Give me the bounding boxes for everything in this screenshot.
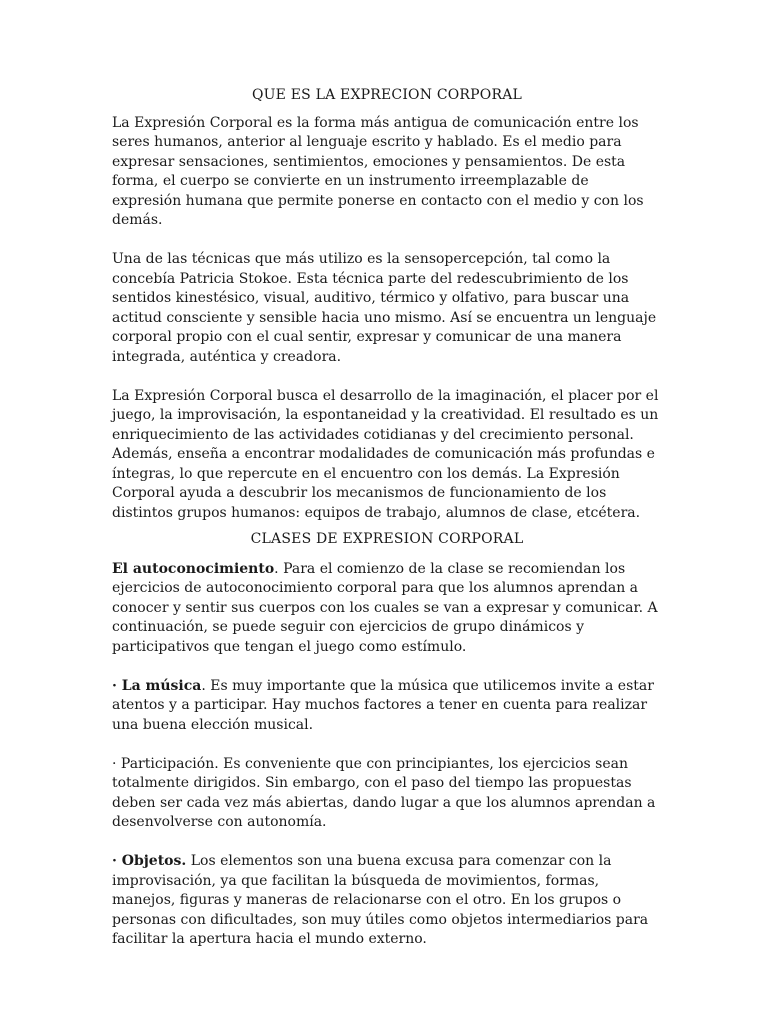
section-objetos — [112, 852, 662, 950]
section-autoconocimiento — [112, 560, 662, 658]
intro-paragraph-1: La Expresión Corporal es la forma más antigua de comunicación entre los seres humanos, anterior al lenguaje escrito y hablado. Es el medio para expresar sensaciones, sentimientos, emociones y pensamientos. De esta forma, el cuerpo se convierte en un instrumento irreemplazable de expresión humana que permite ponerse en contacto con el medio y con los demás. — [112, 114, 644, 228]
document-title: QUE ES LA EXPRECION CORPORAL — [251, 87, 523, 103]
section-text: . Es muy importante que la música que utilicemos invite a estar atentos y a participar. Hay muchos factores a tener en cuenta para realizar una buena elección musical. — [112, 677, 654, 733]
intro-paragraph-2: Una de las técnicas que más utilizo es la sensopercepción, tal como la concebía Patricia Stokoe. Esta técnica parte del redescubrimiento de los sentidos kinestésico, visual, auditivo, térmico y olfativo, para buscar una actitud consciente y sensible hacia uno mismo. Así se encuentra un lenguaje corporal propio con el cual sentir, expresar y comunicar de una manera integrada, auténtica y creadora. — [112, 251, 657, 365]
section-lead: · Objetos. — [112, 853, 187, 869]
section-lead: El autoconocimiento — [112, 560, 275, 577]
document-body — [112, 86, 662, 950]
section-text: · Participación. Es conveniente que con principiantes, los ejercicios sean totalmente dirigidos. Sin embargo, con el paso del tiempo las propuestas deben ser cada vez más abiertas, dando lugar a que los alumnos aprendan a desenvolverse con autonomía. — [112, 755, 656, 830]
section-text: . Para el comienzo de la clase se recomiendan los ejercicios de autoconocimiento corporal para que los alumnos aprendan a conocer y sentir sus cuerpos con los cuales se van a expresar y comunicar. A continuación, se puede seguir con ejercicios de grupo dinámicos y participativos que tengan el juego como estímulo. — [112, 560, 658, 655]
intro-paragraph-3: La Expresión Corporal busca el desarrollo de la imaginación, el placer por el juego, la improvisación, la espontaneidad y la creatividad. El resultado es un enriquecimiento de las actividades cotidianas y del crecimiento personal. Además, enseña a encontrar modalidades de comunicación más profundas e íntegras, lo que repercute en el encuentro con los demás. La Expresión Corporal ayuda a descubrir los mecanismos de funcionamiento de los distintos grupos humanos: equipos de trabajo, alumnos de clase, etcétera. — [112, 387, 659, 521]
section-title: CLASES DE EXPRESION CORPORAL — [250, 531, 524, 547]
section-text: Los elementos son una buena excusa para comenzar con la improvisación, ya que facilitan la búsqueda de movimientos, formas, manejos, figuras y maneras de relacionarse con el otro. En los grupos o personas con dificultades, son muy útiles como objetos intermediarios para facilitar la apertura hacia el mundo externo. — [112, 853, 649, 947]
section-lead: · La música — [112, 677, 202, 694]
section-participacion — [112, 755, 662, 833]
section-musica — [112, 677, 662, 736]
